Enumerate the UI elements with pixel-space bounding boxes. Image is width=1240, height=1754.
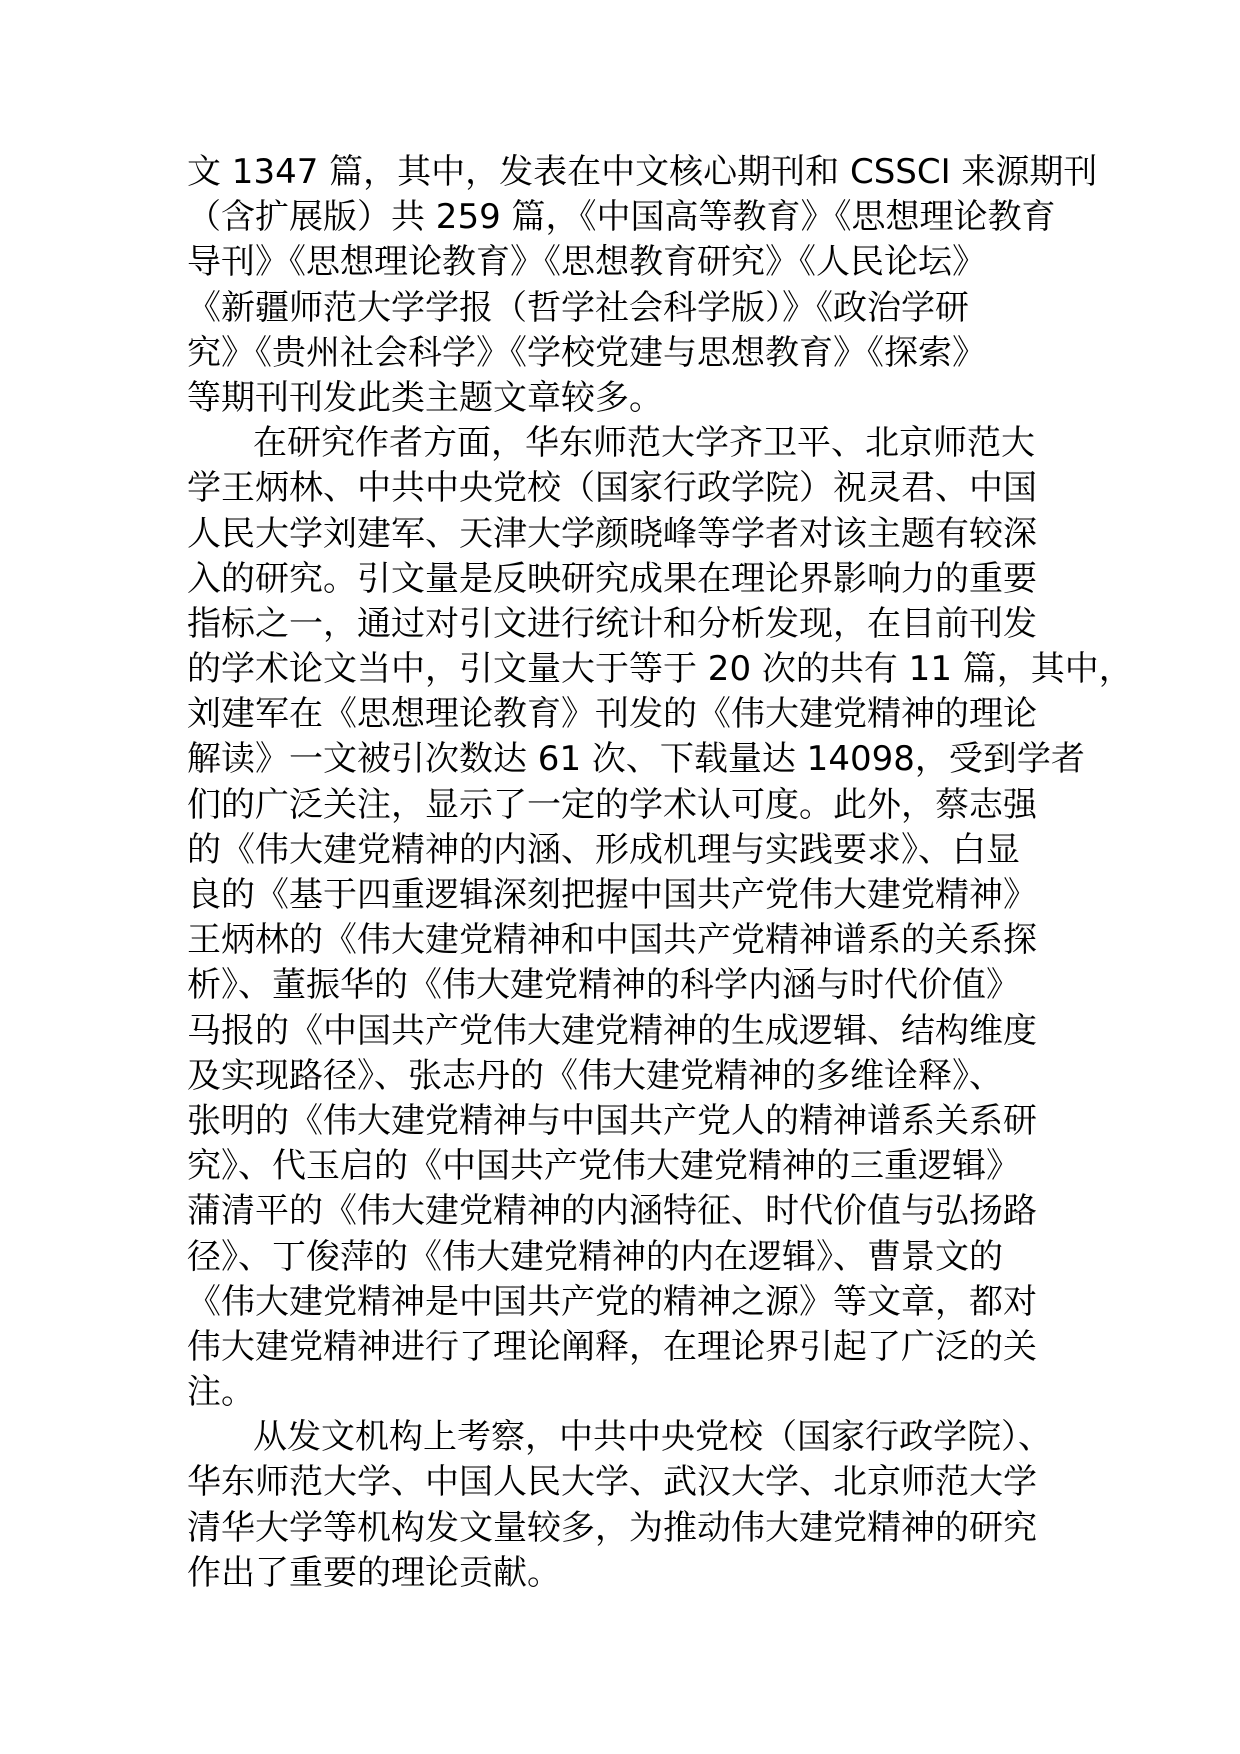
body-text — [187, 150, 1133, 1596]
text-line: 学王炳林、中共中央党校（国家行政学院）祝灵君、中国 — [187, 468, 1037, 509]
text-line: 刘建军在《思想理论教育》刊发的《伟大建党精神的理论 — [187, 694, 1037, 735]
text-line: 析》、董振华的《伟大建党精神的科学内涵与时代价值》 — [187, 965, 1020, 1006]
text-line: 《伟大建党精神是中国共产党的精神之源》等文章，都对 — [187, 1281, 1037, 1322]
text-line: 马报的《中国共产党伟大建党精神的生成逻辑、结构维度 — [187, 1010, 1037, 1051]
text-line: 等期刊刊发此类主题文章较多。 — [187, 377, 663, 418]
text-line: （含扩展版）共 259 篇，《中国高等教育》《思想理论教育 — [187, 197, 1056, 238]
text-line: 注。 — [187, 1372, 255, 1413]
paragraph-2 — [187, 421, 1133, 1415]
text-line: 入的研究。引文量是反映研究成果在理论界影响力的重要 — [187, 558, 1037, 599]
text-line: 人民大学刘建军、天津大学颜晓峰等学者对该主题有较深 — [187, 513, 1037, 554]
text-line: 伟大建党精神进行了理论阐释，在理论界引起了广泛的关 — [187, 1326, 1037, 1367]
text-line: 清华大学等机构发文量较多，为推动伟大建党精神的研究 — [187, 1507, 1037, 1548]
text-line: 的《伟大建党精神的内涵、形成机理与实践要求》、白显 — [187, 829, 1020, 870]
text-line: 王炳林的《伟大建党精神和中国共产党精神谱系的关系探 — [187, 920, 1037, 961]
text-line: 导刊》《思想理论教育》《思想教育研究》《人民论坛》 — [187, 242, 986, 283]
text-line: 张明的《伟大建党精神与中国共产党人的精神谱系关系研 — [187, 1100, 1037, 1141]
text-line: 解读》一文被引次数达 61 次、下载量达 14098，受到学者 — [187, 739, 1085, 780]
text-line: 在研究作者方面，华东师范大学齐卫平、北京师范大 — [253, 423, 1035, 464]
text-line: 华东师范大学、中国人民大学、武汉大学、北京师范大学 — [187, 1462, 1037, 1503]
text-line: 究》、代玉启的《中国共产党伟大建党精神的三重逻辑》 — [187, 1146, 1020, 1187]
text-line: 及实现路径》、张志丹的《伟大建党精神的多维诠释》、 — [187, 1055, 1003, 1096]
text-line: 径》、丁俊萍的《伟大建党精神的内在逻辑》、曹景文的 — [187, 1236, 1003, 1277]
text-line: 作出了重要的理论贡献。 — [187, 1552, 561, 1593]
text-line: 们的广泛关注，显示了一定的学术认可度。此外，蔡志强 — [187, 784, 1037, 825]
text-line: 的学术论文当中，引文量大于等于 20 次的共有 11 篇，其中， — [187, 649, 1133, 690]
text-line: 《新疆师范大学学报（哲学社会科学版）》《政治学研 — [187, 287, 969, 328]
paragraph-1 — [187, 150, 1098, 421]
paragraph-3 — [187, 1415, 1057, 1596]
text-line: 良的《基于四重逻辑深刻把握中国共产党伟大建党精神》 — [187, 875, 1037, 915]
text-line: 蒲清平的《伟大建党精神的内涵特征、时代价值与弘扬路 — [187, 1191, 1037, 1232]
text-line: 从发文机构上考察，中共中央党校（国家行政学院）、 — [253, 1417, 1052, 1458]
text-line: 文 1347 篇，其中，发表在中文核心期刊和 CSSCI 来源期刊 — [187, 152, 1098, 192]
text-line: 究》《贵州社会科学》《学校党建与思想教育》《探索》 — [187, 332, 986, 373]
text-line: 指标之一，通过对引文进行统计和分析发现，在目前刊发 — [187, 603, 1037, 644]
